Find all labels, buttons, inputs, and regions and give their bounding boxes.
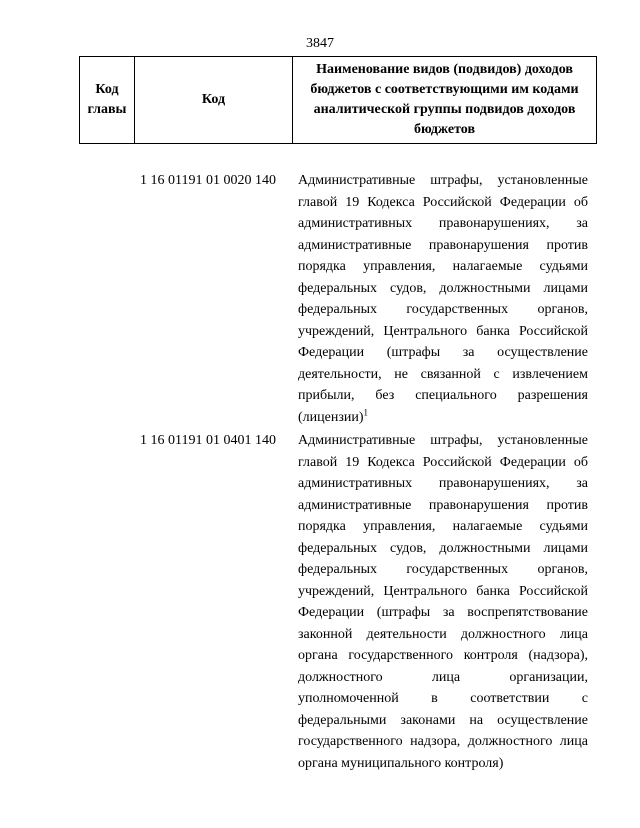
entries-list [0, 170, 640, 776]
entry-line: федеральных государственных органов, [298, 302, 588, 317]
entry-line: Федерации (штрафы за воспрепятствование [298, 605, 588, 620]
list-item [0, 170, 640, 428]
entry-line: административные правонарушения против [298, 237, 588, 253]
entry-line: порядка управления, налагаемые судьями [298, 259, 588, 274]
entry-line: федеральными законами на осуществление [298, 712, 588, 728]
entry-line: Административные штрафы, установленные [298, 433, 588, 448]
entry-code: 1 16 01191 01 0401 140 [140, 433, 276, 448]
entry-line-text: (лицензии) [298, 409, 364, 425]
entry-line: федеральных государственных органов, [298, 562, 588, 577]
entry-line: Административные штрафы, установленные [298, 173, 588, 188]
entry-line: учреждений, Центрального банка Российской [298, 323, 588, 339]
list-item [0, 430, 640, 774]
footnote-marker: 1 [363, 406, 369, 417]
entry-line: главой 19 Кодекса Российской Федерации об [298, 454, 588, 470]
entry-line: прибыли, без специального разрешения [298, 388, 588, 403]
entry-line: должностного лица организации, [298, 669, 588, 685]
entry-line-last: органа муниципального контроля) [298, 755, 504, 771]
entry-line: государственного надзора, должностного лица [298, 734, 588, 749]
entry-line: порядка управления, налагаемые судьями [298, 519, 588, 534]
entry-description [298, 170, 588, 428]
entry-description [298, 430, 588, 774]
entry-line: уполномоченной в соответствии с [298, 691, 588, 706]
entry-code: 1 16 01191 01 0020 140 [140, 173, 276, 188]
entry-line: Федерации (штрафы за осуществление [298, 345, 588, 360]
table-header [79, 56, 597, 144]
header-code: Код [135, 57, 293, 144]
entry-line-last [298, 407, 588, 429]
entry-line: федеральных судов, должностными лицами [298, 540, 588, 556]
entry-line: административные правонарушения против [298, 497, 588, 513]
entry-line: административных правонарушениях, за [298, 476, 588, 491]
page-number: 3847 [306, 36, 334, 51]
table-header-row [80, 57, 597, 144]
entry-line: федеральных судов, должностными лицами [298, 280, 588, 296]
entry-line: административных правонарушениях, за [298, 216, 588, 231]
entry-line: законной деятельности должностного лица [298, 626, 588, 642]
entry-line: органа государственного контроля (надзора), [298, 648, 588, 663]
header-name: Наименование видов (подвидов) доходов бюджетов с соответствующими им кодами аналитической группы подвидов доходов бюджетов [293, 57, 597, 144]
entry-line: главой 19 Кодекса Российской Федерации об [298, 194, 588, 210]
entry-line: учреждений, Центрального банка Российской [298, 583, 588, 599]
header-chapter-code: Код главы [80, 57, 135, 144]
entry-line: деятельности, не связанной с извлечением [298, 366, 588, 382]
